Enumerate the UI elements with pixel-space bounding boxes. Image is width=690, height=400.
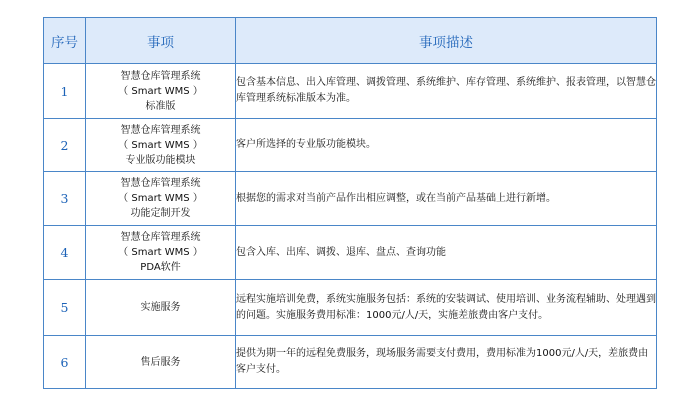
item-description: 包含入库、出库、调拨、退库、盘点、查询功能 (236, 226, 657, 280)
item-name (86, 172, 236, 226)
table-row (44, 280, 657, 336)
item-description: 包含基本信息、出入库管理、调拨管理、系统维护、库存管理、系统维护、报表管理，以智慧仓库管理系统标准版本为准。 (236, 64, 657, 119)
item-line: 标准版 (145, 100, 176, 112)
row-number: 6 (44, 336, 86, 389)
item-name (86, 336, 236, 389)
header-item: 事项 (86, 18, 236, 64)
item-description: 提供为期一年的远程免费服务，现场服务需要支付费用，费用标准为1000元/人/天，差旅费由客户支付。 (236, 336, 657, 389)
service-items-table (43, 17, 657, 389)
item-line: （ Smart WMS ） (118, 139, 203, 151)
row-number: 2 (44, 119, 86, 172)
item-line: PDA软件 (140, 262, 181, 273)
item-name (86, 64, 236, 119)
item-line: 售后服务 (140, 356, 181, 368)
item-line: （ Smart WMS ） (118, 85, 203, 97)
item-description: 客户所选择的专业版功能模块。 (236, 119, 657, 172)
item-description: 根据您的需求对当前产品作出相应调整，或在当前产品基础上进行新增。 (236, 172, 657, 226)
item-line: 智慧仓库管理系统 (120, 232, 201, 243)
item-line: 智慧仓库管理系统 (120, 70, 201, 82)
item-name (86, 280, 236, 336)
item-description: 远程实施培训免费，系统实施服务包括：系统的安装调试、使用培训、业务流程辅助、处理遇到的问题。实施服务费用标准：1000元/人/天，实施差旅费由客户支付。 (236, 280, 657, 336)
row-number: 1 (44, 64, 86, 119)
item-line: （ Smart WMS ） (118, 193, 203, 204)
table-row (44, 64, 657, 119)
table-row (44, 172, 657, 226)
table-row (44, 336, 657, 389)
table-row (44, 226, 657, 280)
item-name (86, 119, 236, 172)
header-no: 序号 (44, 18, 86, 64)
row-number: 3 (44, 172, 86, 226)
item-line: （ Smart WMS ） (118, 247, 203, 258)
header-desc: 事项描述 (236, 18, 657, 64)
table-row (44, 119, 657, 172)
row-number: 5 (44, 280, 86, 336)
table-header-row (44, 18, 657, 64)
item-line: 智慧仓库管理系统 (120, 178, 201, 189)
item-name (86, 226, 236, 280)
item-line: 智慧仓库管理系统 (120, 124, 201, 136)
item-line: 专业版功能模块 (125, 154, 196, 166)
item-line: 功能定制开发 (130, 208, 191, 219)
item-line: 实施服务 (140, 302, 181, 313)
row-number: 4 (44, 226, 86, 280)
